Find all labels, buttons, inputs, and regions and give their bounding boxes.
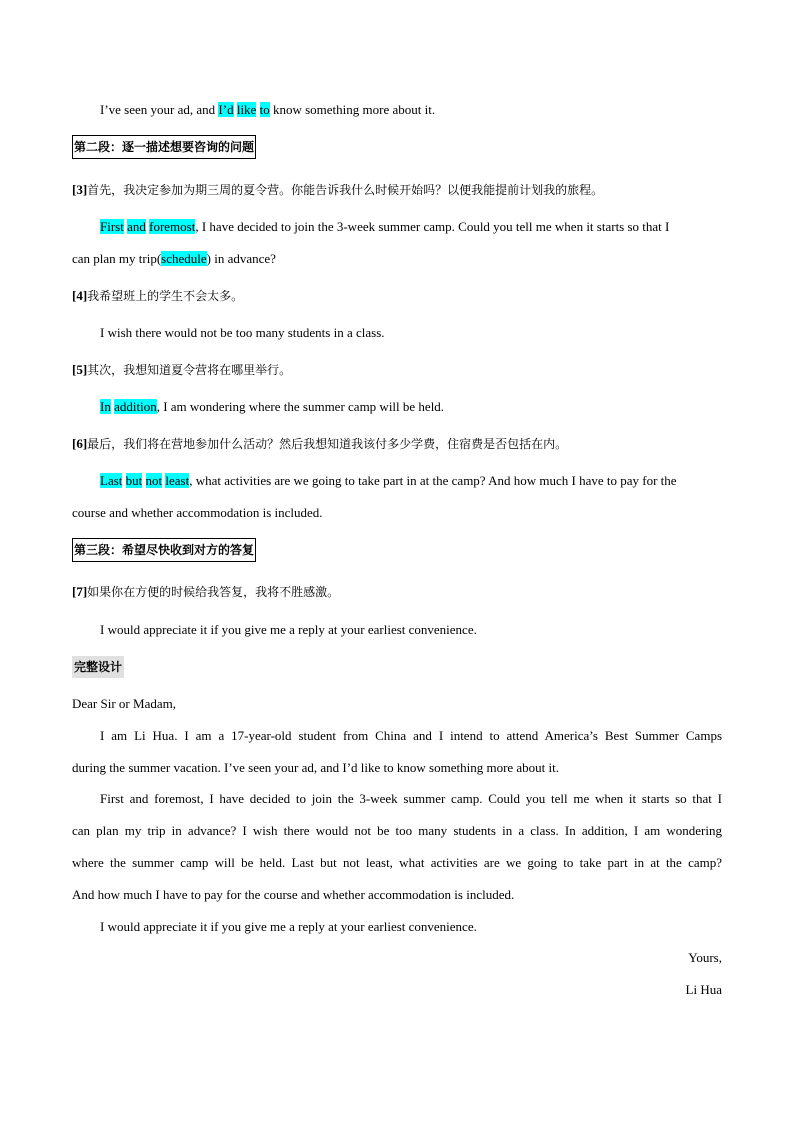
highlight-and: and [127, 219, 146, 234]
item5-english [100, 398, 722, 416]
highlight-not: not [145, 473, 163, 488]
intro-post: know something more about it. [269, 102, 436, 117]
item3-english-line2 [72, 250, 722, 268]
section3-heading: 第三段：希望尽快收到对方的答复 [72, 538, 256, 562]
full-design-label: 完整设计 [72, 656, 124, 678]
item5-en-post: , I am wondering where the summer camp will be held. [156, 399, 445, 414]
intro-sentence [100, 101, 722, 119]
item4-english: I wish there would not be too many students in a class. [100, 325, 385, 340]
highlight-last: Last [100, 473, 123, 488]
letter-p2-line4: And how much I have to pay for the course and whether accommodation is included. [72, 887, 515, 902]
highlight-but: but [125, 473, 143, 488]
item6-chinese [72, 435, 722, 453]
highlight-schedule: schedule [161, 251, 207, 266]
item6-english-line1 [100, 472, 722, 490]
letter-signature: Li Hua [685, 982, 722, 997]
highlight-to: to [259, 102, 270, 117]
letter-p2-line1: First and foremost, I have decided to join the 3-week summer camp. Could you tell me when it starts so that I [100, 791, 722, 806]
letter-p1-line1: I am Li Hua. I am a 17-year-old student from China and I intend to attend America’s Best Summer Camps [100, 728, 722, 743]
letter-closing: Yours, [688, 950, 722, 965]
letter-salutation: Dear Sir or Madam, [72, 696, 176, 711]
highlight-least: least [165, 473, 190, 488]
item7-chinese [72, 583, 722, 601]
item6-en1-post: , what activities are we going to take part in at the camp? And how much I have to pay for the [189, 473, 677, 488]
highlight-id: I’d [218, 102, 234, 117]
item3-number: [3] [72, 182, 88, 197]
item4-chinese [72, 287, 722, 305]
item6-zh: 最后，我们将在营地参加什么活动？然后我想知道我该付多少学费，住宿费是否包括在内。 [87, 437, 568, 451]
item5-chinese [72, 361, 722, 379]
highlight-in: In [100, 399, 111, 414]
item7-zh: 如果你在方便的时候给我答复，我将不胜感激。 [87, 585, 340, 599]
letter-p1-line2: during the summer vacation. I’ve seen your ad, and I’d like to know something more about it. [72, 760, 560, 775]
item4-number: [4] [72, 288, 88, 303]
item3-english-line1 [100, 218, 722, 236]
letter-p2-line3: where the summer camp will be held. Last but not least, what activities are we going to take part in at the camp? [72, 855, 722, 870]
item5-number: [5] [72, 362, 88, 377]
item4-zh: 我希望班上的学生不会太多。 [87, 289, 244, 303]
item3-en2-pre: can plan my trip( [72, 251, 162, 266]
letter-p2-line2: can plan my trip in advance? I wish there would not be too many students in a class. In addition, I am wondering [72, 823, 722, 838]
item7-number: [7] [72, 584, 88, 599]
item6-english-line2: course and whether accommodation is included. [72, 505, 323, 520]
item5-zh: 其次，我想知道夏令营将在哪里举行。 [87, 363, 292, 377]
item7-english: I would appreciate it if you give me a reply at your earliest convenience. [100, 622, 477, 637]
highlight-like: like [236, 102, 257, 117]
item3-en1-post: , I have decided to join the 3-week summer camp. Could you tell me when it starts so that I [195, 219, 670, 234]
section2-heading: 第二段：逐一描述想要咨询的问题 [72, 135, 256, 159]
letter-p3: I would appreciate it if you give me a reply at your earliest convenience. [100, 919, 477, 934]
item3-zh: 首先，我决定参加为期三周的夏令营。你能告诉我什么时候开始吗？以便我能提前计划我的旅程。 [87, 183, 604, 197]
highlight-addition: addition [114, 399, 157, 414]
item3-en2-post: ) in advance? [206, 251, 276, 266]
item6-number: [6] [72, 436, 88, 451]
highlight-first: First [100, 219, 124, 234]
intro-pre: I’ve seen your ad, and [100, 102, 219, 117]
item3-chinese [72, 181, 722, 199]
highlight-foremost: foremost [149, 219, 196, 234]
